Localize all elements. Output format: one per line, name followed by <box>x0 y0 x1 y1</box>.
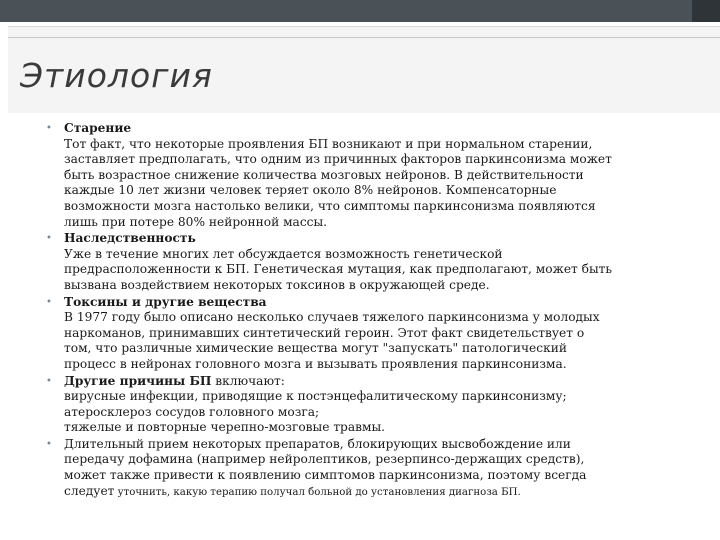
item-text-line: тяжелые и повторные черепно-мозговые травмы. <box>64 420 386 435</box>
item-title: Наследственность <box>64 231 196 246</box>
item-text-line: процесс в нейронах головного мозга и вызывать проявления паркинсонизма. <box>64 356 567 371</box>
bullet-icon: • <box>46 123 52 134</box>
item-text-small: уточнить, какую терапию получал больной до установления диагноза БП. <box>114 486 521 498</box>
list-item-toxins <box>46 295 696 373</box>
page-title: Этиология <box>20 56 213 95</box>
item-text-line-last <box>64 484 696 501</box>
item-text-line: наркоманов, принимавших синтетический героин. Этот факт свидетельствует о <box>64 325 585 340</box>
item-text-line: может также привести к появлению симптомов паркинсонизма, поэтому всегда <box>64 468 587 483</box>
item-text-line: передачу дофамина (например нейролептиков, резерпинсо-держащих средств), <box>64 452 585 467</box>
item-title-line <box>64 374 696 390</box>
item-text-line: вирусные инфекции, приводящие к постэнцефалитическому паркинсонизму; <box>64 389 567 404</box>
item-title: Старение <box>64 121 132 135</box>
bullet-icon: • <box>46 296 52 308</box>
item-text-line: том, что различные химические вещества могут "запускать" патологический <box>64 341 567 356</box>
list-item-other-causes <box>46 374 696 436</box>
item-text-line: быть возрастное снижение количества мозговых нейронов. В действительности <box>64 167 584 182</box>
top-bar-accent <box>692 0 720 22</box>
item-text-line: лишь при потере 80% нейронной массы. <box>64 214 328 229</box>
item-text-line: Тот факт, что некоторые проявления БП возникают и при нормальном старении, <box>64 136 593 151</box>
title-banner-rule <box>8 37 720 38</box>
item-text-line: предрасположенности к БП. Генетическая мутация, как предполагают, может быть <box>64 262 613 277</box>
item-text-line: возможности мозга настолько велики, что симптомы паркинсонизма появляются <box>64 198 596 213</box>
item-text-line: каждые 10 лет жизни человек теряет около 8% нейронов. Компенсаторные <box>64 183 557 198</box>
list-item-heredity <box>46 231 696 293</box>
item-text-line: Длительный прием некоторых препаратов, блокирующих высвобождение или <box>64 436 571 451</box>
slide-body <box>46 121 696 501</box>
bullet-icon: • <box>46 375 52 387</box>
item-title: Токсины и другие вещества <box>64 294 267 309</box>
item-title-suffix: включают: <box>211 373 285 388</box>
bullet-icon: • <box>46 233 52 245</box>
item-text-line: Уже в течение многих лет обсуждается возможность генетической <box>64 246 503 261</box>
list-item-aging <box>46 121 696 230</box>
item-text-line: вызвана воздействием некоторых токсинов в окружающей среде. <box>64 277 490 292</box>
item-text-line: заставляет предполагать, что одним из причинных факторов паркинсонизма может <box>64 152 612 167</box>
item-text-start: следует <box>64 483 115 498</box>
list-item-drugs <box>46 437 696 500</box>
bullet-icon: • <box>46 438 52 450</box>
item-title: Другие причины БП <box>64 373 212 388</box>
top-bar <box>0 0 720 22</box>
item-text-line: атеросклероз сосудов головного мозга; <box>64 404 320 419</box>
item-text-line: В 1977 году было описано несколько случаев тяжелого паркинсонизма у молодых <box>64 310 600 325</box>
